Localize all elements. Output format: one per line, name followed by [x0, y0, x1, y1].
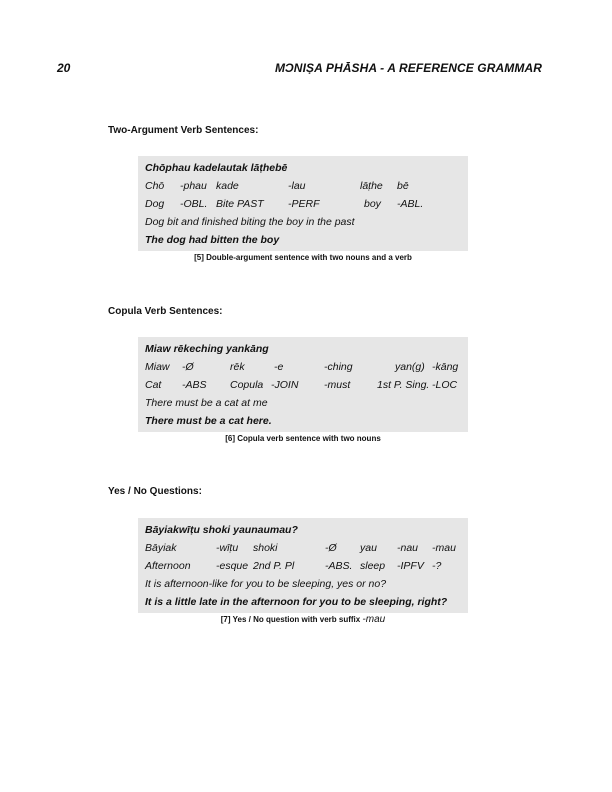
gloss: -ABS	[182, 379, 207, 391]
caption-suffix: -mau	[362, 614, 386, 625]
morpheme: -ching	[324, 361, 353, 373]
gloss: -PERF	[288, 198, 320, 210]
section-title-yes-no: Yes / No Questions:	[108, 486, 202, 497]
morpheme: -e	[274, 361, 284, 373]
gloss: Afternoon	[145, 560, 191, 572]
gloss: 2nd P. Pl	[253, 560, 295, 572]
morpheme: kade	[216, 180, 239, 192]
gloss: -must	[324, 379, 351, 391]
gloss: Copula	[230, 379, 264, 391]
gloss: -JOIN	[271, 379, 299, 391]
example-caption: [5] Double-argument sentence with two nouns and a verb	[194, 253, 412, 262]
gloss: Dog	[145, 198, 165, 210]
gloss: Bite PAST	[216, 198, 264, 210]
morpheme: -phau	[180, 180, 207, 192]
morpheme: -Ø	[182, 361, 194, 373]
morpheme: Miaw	[145, 361, 170, 373]
interlinear-gloss-example-5	[138, 156, 468, 251]
morpheme: -wīṭu	[216, 542, 239, 554]
gloss: -esque	[216, 560, 249, 572]
example-sentence: Miaw rēkeching yankāng	[145, 343, 269, 355]
gloss-row	[138, 195, 468, 213]
interlinear-gloss-example-6	[138, 337, 468, 432]
example-sentence: Bāyiakwīṭu shoki yaunaumau?	[145, 524, 298, 536]
free-translation: There must be a cat here.	[145, 415, 272, 427]
morpheme: bē	[397, 180, 409, 192]
running-header-title: MƆNIṢA PHĀSHA - A REFERENCE GRAMMAR	[274, 61, 542, 75]
example-sentence: Chōphau kadelautak lāṭhebē	[145, 162, 288, 174]
morpheme-row	[138, 358, 468, 376]
gloss: 1st P. Sing.	[377, 379, 430, 391]
interlinear-gloss-example-7	[138, 518, 468, 613]
example-caption	[138, 614, 468, 625]
morpheme: lāṭhe	[360, 180, 383, 192]
gloss-row	[138, 557, 468, 575]
morpheme-row	[138, 177, 468, 195]
morpheme: -mau	[432, 542, 456, 554]
gloss: Cat	[145, 379, 162, 391]
morpheme: shoki	[253, 542, 278, 554]
section-title-copula: Copula Verb Sentences:	[108, 306, 223, 317]
morpheme: -nau	[397, 542, 419, 554]
morpheme: -Ø	[325, 542, 337, 554]
gloss: -?	[432, 560, 442, 572]
gloss: -IPFV	[397, 560, 424, 572]
morpheme: Bāyiak	[145, 542, 177, 554]
caption-text: [7] Yes / No question with verb suffix	[220, 615, 363, 624]
example-caption: [6] Copula verb sentence with two nouns	[225, 434, 381, 443]
literal-translation: There must be a cat at me	[145, 397, 268, 409]
morpheme: yan(g)	[395, 361, 425, 373]
morpheme: -lau	[288, 180, 306, 192]
gloss: sleep	[360, 560, 386, 572]
morpheme-row	[138, 539, 468, 557]
morpheme: rēk	[230, 361, 245, 373]
gloss: -ABL.	[397, 198, 424, 210]
gloss: -ABS.	[325, 560, 353, 572]
page-number: 20	[57, 61, 71, 75]
gloss: boy	[364, 198, 381, 210]
gloss-row	[138, 376, 468, 394]
gloss: -LOC	[432, 379, 458, 391]
morpheme: -kāng	[432, 361, 459, 373]
free-translation: The dog had bitten the boy	[145, 234, 280, 246]
morpheme: yau	[360, 542, 377, 554]
literal-translation: It is afternoon-like for you to be sleeping, yes or no?	[145, 578, 387, 590]
free-translation: It is a little late in the afternoon for you to be sleeping, right?	[145, 596, 448, 608]
section-title-two-argument: Two-Argument Verb Sentences:	[108, 125, 259, 136]
gloss: -OBL.	[180, 198, 208, 210]
morpheme: Chō	[145, 180, 165, 192]
literal-translation: Dog bit and finished biting the boy in the past	[145, 216, 355, 228]
